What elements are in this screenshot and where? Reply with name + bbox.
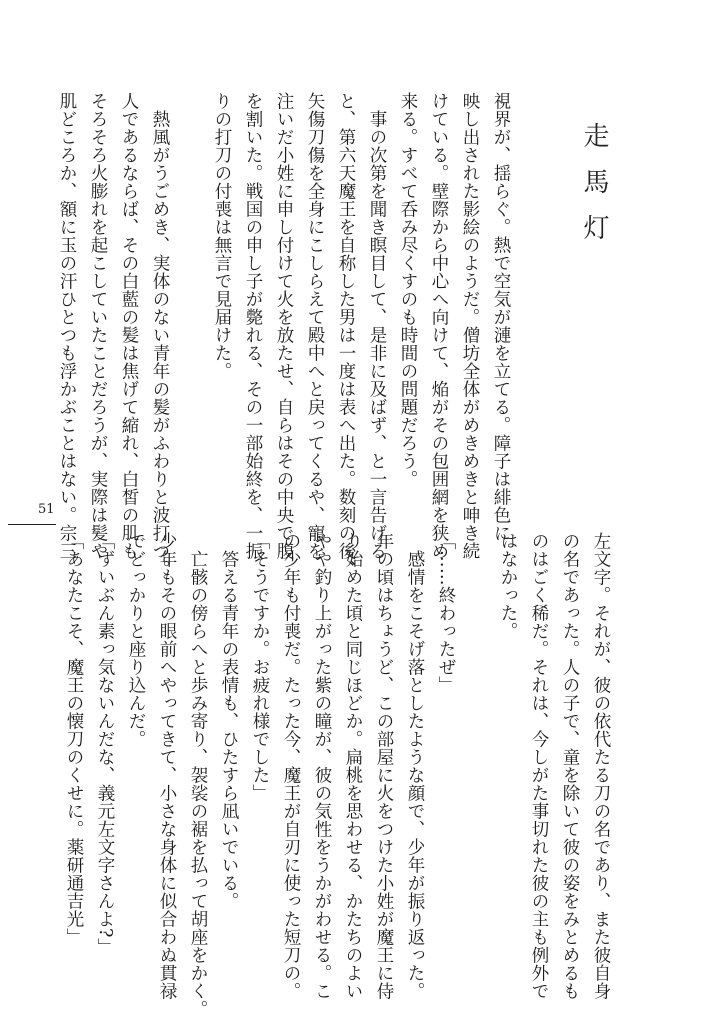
- text-line: 矢傷刀傷を全身にこしらえて殿中へと戻ってくるや、寵を: [305, 92, 325, 560]
- text-line: 映し出された影絵のようだ。僧坊全体がめきめきと呻き続: [460, 92, 480, 560]
- text-line: 「そうですか。お疲れ様でした」: [250, 532, 270, 802]
- text-line: けている。壁際から中心へ向けて、焔がその包囲網を狭め: [429, 92, 449, 560]
- text-line: 年の頃はちょうど、この部屋に火をつけた小姓が魔王に侍: [374, 532, 394, 1000]
- text-line: 「ずいぶん素っ気ないんだな、義元左文字さんよ?」: [95, 532, 115, 956]
- text-line: 左文字。それが、彼の依代たる刀の名であり、また彼自身: [591, 532, 611, 1000]
- text-line: と、第六天魔王を自称した男は一度は表へ出た。数刻の後、: [336, 92, 356, 578]
- text-line: でどっかりと座り込んだ。: [126, 532, 146, 748]
- upper-text-block: [51, 92, 516, 578]
- text-line: を割いた。戦国の申し子が斃れる、その一部始終を、一振: [243, 92, 263, 560]
- text-line: 亡骸の傍らへと歩み寄り、袈裟の裾を払って胡座をかく。: [188, 532, 208, 1018]
- page-number-rule: [8, 524, 56, 525]
- blank-line: [461, 532, 492, 952]
- text-line: 少年もその眼前へやってきて、小さな身体に似合わぬ貫禄: [157, 532, 177, 1000]
- text-line: 視界が、揺らぐ。熱で空気が漣を立てる。障子は緋色に: [491, 92, 511, 542]
- text-line: やや釣り上がった紫の瞳が、彼の気性をうかがわせる。こ: [312, 532, 332, 1000]
- text-line: のはごく稀だ。それは、今しがた事切れた彼の主も例外で: [529, 532, 549, 1000]
- page-number: 51: [38, 502, 55, 517]
- text-line: 熱風がうごめき、実体のない青年の髪がふわりと波打つ。: [150, 92, 170, 578]
- blank-line: [175, 92, 206, 492]
- text-line: の少年も付喪だ。たった今、魔王が自刃に使った短刀の。: [281, 532, 301, 1000]
- text-line: 「……終わったぜ」: [436, 532, 456, 694]
- text-line: りの打刀の付喪は無言で見届けた。: [212, 92, 232, 380]
- text-line: 事の次第を聞き瞑目して、是非に及ばず、と一言告げる: [367, 92, 387, 560]
- text-line: 注いだ小姓に申し付けて火を放たせ、自らはその中央で腹: [274, 92, 294, 560]
- text-line: 感情をこそげ落としたような顔で、少年が振り返った。: [405, 532, 425, 1000]
- text-line: 「あなたこそ、魔王の懐刀のくせに。薬研通吉光」: [64, 532, 84, 946]
- text-line: り始めた頃と同じほどか。扁桃を思わせる、かたちのよい: [343, 532, 363, 1000]
- text-line: の名であった。人の子で、童を除いて彼の姿をみとめるも: [560, 532, 580, 1000]
- text-line: 人であるならば、その白藍の髪は焦げて縮れ、白皙の肌も: [119, 92, 139, 560]
- text-line: 来る。すべて呑み尽くすのも時間の問題だろう。: [398, 92, 418, 488]
- chapter-title: 走馬灯: [579, 122, 609, 260]
- text-line: 答える青年の表情も、ひたすら凪いでいる。: [219, 532, 239, 910]
- text-line: はなかった。: [498, 532, 518, 640]
- text-line: 肌どころか、額に玉の汗ひとつも浮かぶことはない。宗三: [57, 92, 77, 560]
- text-line: そろそろ火膨れを起こしていたことだろうが、実際は髪や: [88, 92, 108, 560]
- lower-text-block: [58, 532, 616, 1018]
